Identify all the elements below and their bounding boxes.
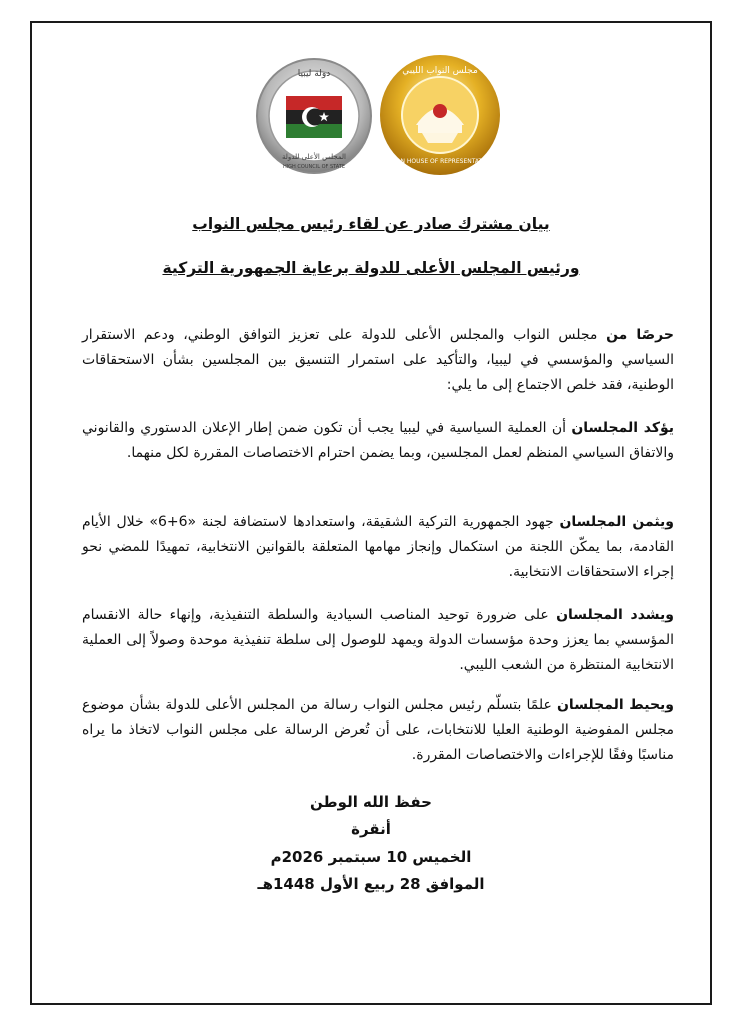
- paragraph-lead: حرصًا من: [606, 327, 674, 343]
- statement-title-line-2: ورئيس المجلس الأعلى للدولة برعاية الجمهورية التركية: [162, 259, 580, 277]
- high-council-of-state-seal: [254, 56, 374, 176]
- paragraph-text: مجلس النواب والمجلس الأعلى للدولة على تعزيز التوافق الوطني، ودعم الاستقرار السياسي والمؤسسي في ليبيا، والتأكيد على استمرار التنسيق بين المجلسين بشأن الاستحقاقات الوطنية، فقد خلص الاجتماع إلى ما يلي:: [82, 327, 674, 393]
- statement-title-line-1: بيان مشترك صادر عن لقاء رئيس مجلس النواب: [192, 215, 550, 233]
- paragraph-text: أن العملية السياسية في ليبيا يجب أن تكون ضمن إطار الإعلان الدستوري والقانوني والاتفاق السياسي المنظم لعمل المجلسين، وبما يضمن احترام الاختصاصات المقررة لكل منهما.: [82, 420, 674, 461]
- closing-city: أنقرة: [351, 820, 391, 838]
- closing-date-gregorian: الخميس 10 سبتمبر 2026م: [270, 848, 472, 866]
- paragraph-lead: ويثمن المجلسان: [559, 514, 675, 530]
- paragraph-lead: ويحيط المجلسان: [556, 697, 675, 713]
- paragraph-text: جهود الجمهورية التركية الشقيقة، واستعدادها لاستضافة لجنة «6+6» خلال الأيام القادمة، بما يمكّن اللجنة من استكمال وإنجاز مهامها المتعلقة بالقوانين الانتخابية، تمهيدًا للمضي نحو إجراء الاستحقاقات الانتخابية.: [82, 514, 674, 580]
- paragraph-text: على ضرورة توحيد المناصب السيادية والسلطة التنفيذية، وإنهاء حالة الانقسام المؤسسي بما يعزز وحدة مؤسسات الدولة ويمهد للوصول إلى سلطة تنفيذية موحدة وصولاً إلى العملية الانتخابية المنتظرة من الشعب الليبي.: [82, 607, 674, 673]
- statement-page: [30, 21, 712, 1005]
- closing-blessing: حفظ الله الوطن: [310, 793, 432, 811]
- paragraph-text: علمًا بتسلّم رئيس مجلس النواب رسالة من المجلس الأعلى للدولة بشأن موضوع مجلس المفوضية الوطنية العليا للانتخابات، على أن تُعرض الرسالة على مجلس النواب لاتخاذ ما يراه مناسبًا وفقًا للإجراءات والاختصاصات المقررة.: [82, 697, 674, 763]
- paragraph-lead: ويشدد المجلسان: [556, 607, 675, 623]
- paragraph-intro: [82, 323, 674, 398]
- hor-seal-arabic: مجلس النواب الليبي: [402, 66, 478, 76]
- paragraph-emphasize: [82, 603, 674, 678]
- paragraph-commend: [82, 510, 674, 585]
- closing-date-hijri: الموافق 28 ربيع الأول 1448هـ: [257, 875, 485, 893]
- hor-seal-english: LIBYAN HOUSE OF REPRESENTATIVES: [384, 158, 496, 165]
- house-of-representatives-seal: [378, 53, 502, 177]
- hcs-seal-english: HIGH COUNCIL OF STATE: [282, 164, 346, 170]
- paragraph-affirm: [82, 416, 674, 466]
- hcs-seal-arabic-bottom: المجلس الأعلى للدولة: [282, 153, 346, 161]
- paragraph-lead: يؤكد المجلسان: [571, 420, 674, 436]
- paragraph-acknowledge: [82, 693, 674, 768]
- hcs-seal-arabic-top: دولة ليبيا: [297, 69, 331, 79]
